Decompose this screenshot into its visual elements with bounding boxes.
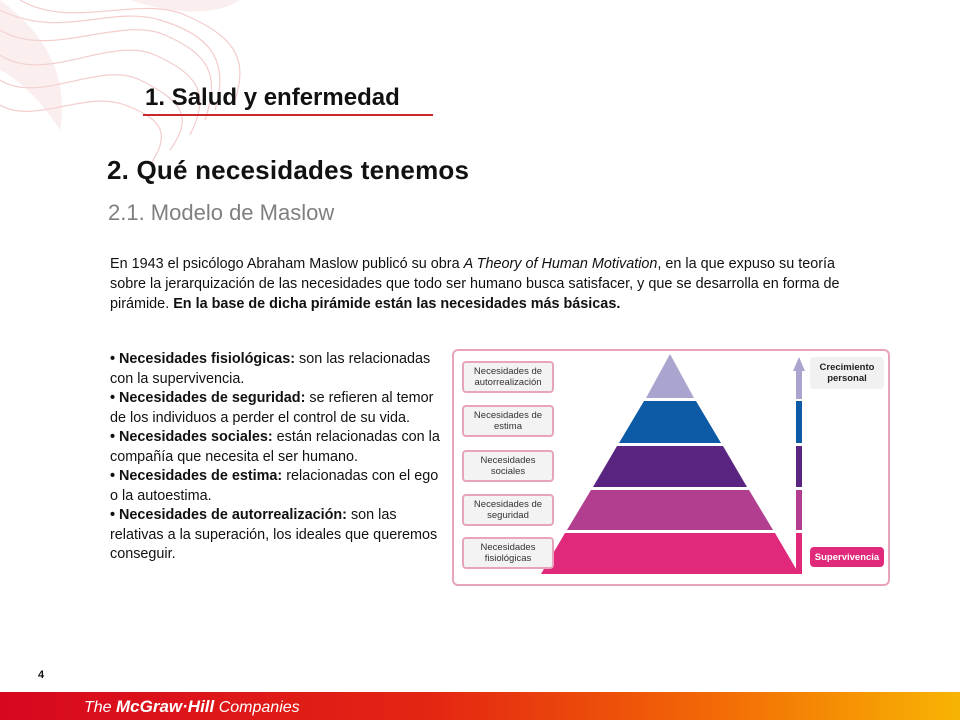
intro-text-2: , en la que expuso su teoría sobre la jerarquización de las necesidades que todo ser humano busca satisfacer, y que se desarrolla en forma de pirámide. [110,256,840,312]
pyramid-level-sociales [593,446,747,487]
brand-suffix: Companies [214,699,300,716]
brand-prefix: The [84,699,117,716]
list-item [110,506,440,565]
need-description: se refieren al temor de los individuos a perder el control de su vida. [110,390,434,426]
section-title-underline [143,114,433,116]
page-subtitle: 2.1. Modelo de Maslow [108,200,335,225]
need-term: • Necesidades de seguridad: [110,390,306,406]
intro-bold-statement: En la base de dicha pirámide están las necesidades más básicas. [173,296,621,312]
section-title: 1. Salud y enfermedad [145,84,400,111]
pyramid-level-seguridad [567,490,773,530]
need-term: • Necesidades sociales: [110,429,273,445]
pyramid-level-autorrealizacion [646,354,694,398]
intro-paragraph [110,254,870,314]
growth-arrow [793,357,805,574]
need-term: • Necesidades de autorrealización: [110,507,347,523]
page-number: 4 [38,669,45,681]
list-item [110,428,440,467]
list-item [110,467,440,506]
maslow-pyramid-figure [452,349,890,586]
need-description: son las relativas a la superación, los ideales que queremos conseguir. [110,507,438,562]
need-term: • Necesidades fisiológicas: [110,351,295,367]
intro-book-title: A Theory of Human Motivation [463,256,658,272]
pyramid-level-fisiologicas [541,533,799,574]
need-description: son las relacionadas con la supervivencia. [110,351,431,387]
list-item [110,350,440,389]
level-label-seguridad: Necesidades de seguridad [462,494,554,526]
list-item [110,389,440,428]
page-title: 2. Qué necesidades tenemos [107,155,470,185]
growth-label: Crecimiento personal [810,357,884,389]
needs-list [110,350,440,565]
intro-text-1: En 1943 el psicólogo Abraham Maslow publicó su obra [110,256,464,272]
need-description: están relacionadas con la compañía que necesita el ser humano. [110,429,440,465]
level-label-estima: Necesidades de estima [462,405,554,437]
need-description: relacionadas con el ego o la autoestima. [110,468,439,504]
publisher-logo [84,697,300,717]
need-term: • Necesidades de estima: [110,468,283,484]
survival-label: Supervivencia [810,547,884,567]
level-label-fisiologicas: Necesidades fisiológicas [462,537,554,569]
brand-name: McGraw·Hill [116,697,215,716]
level-label-autorrealizacion: Necesidades de autorrealización [462,361,554,393]
pyramid-level-estima [619,401,721,443]
level-label-sociales: Necesidades sociales [462,450,554,482]
